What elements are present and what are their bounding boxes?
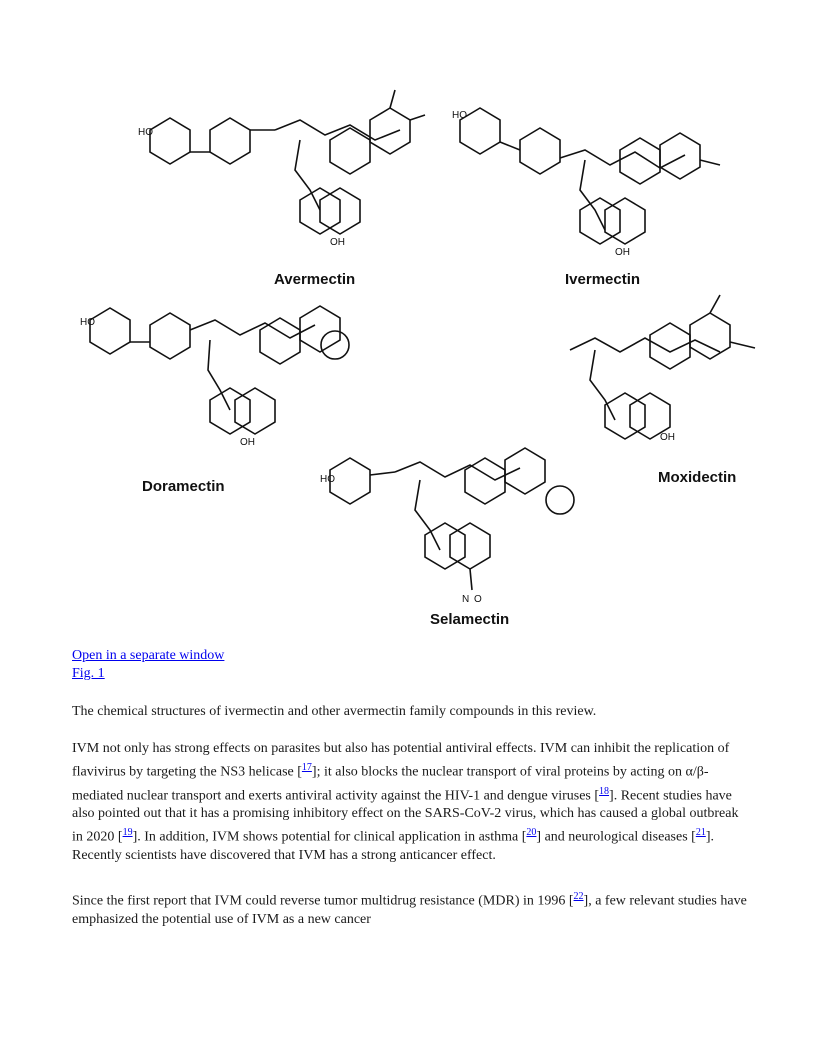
open-in-separate-window-link[interactable]: Open in a separate window bbox=[72, 648, 225, 663]
atom-label: HO bbox=[320, 474, 335, 485]
compound-label-avermectin: Avermectin bbox=[274, 271, 356, 288]
atom-label: HO bbox=[452, 110, 467, 121]
body-paragraph: Since the first report that IVM could reverse tumor multidrug resistance (MDR) in 1996 [$^{22}$], a few relevant studies have emphasized the potential use of IVM as a new cancer bbox=[72, 891, 747, 927]
atom-label: O bbox=[474, 594, 482, 605]
reference-link[interactable]: 20 bbox=[526, 827, 537, 839]
moxidectin-structure bbox=[570, 295, 755, 439]
avermectin-structure bbox=[150, 90, 425, 234]
structures-drawing bbox=[60, 80, 760, 640]
atom-label: OH bbox=[660, 432, 675, 443]
reference-link[interactable]: 21 bbox=[695, 827, 706, 839]
reference-link[interactable]: 17 bbox=[301, 762, 312, 773]
atom-label: OH bbox=[615, 247, 630, 258]
figure-links bbox=[72, 647, 224, 683]
reference-link[interactable]: 18 bbox=[599, 785, 610, 797]
selamectin-structure bbox=[330, 448, 574, 590]
compound-label-doramectin: Doramectin bbox=[142, 478, 225, 495]
figure-caption: The chemical structures of ivermectin and other avermectin family compounds in this review. bbox=[72, 704, 597, 719]
reference-link[interactable]: 19 bbox=[122, 827, 133, 839]
ivermectin-structure bbox=[460, 108, 720, 244]
reference-link[interactable]: 22 bbox=[573, 891, 584, 902]
atom-label: OH bbox=[240, 437, 255, 448]
atom-label: N bbox=[462, 594, 470, 605]
body-paragraph: IVM not only has strong effects on parasites but also has potential antiviral effects. IVM can inhibit the replication of flavivirus by targeting the NS3 helicase [$^{17}$]; it also blocks the nuclear transport of viral proteins by acting on α/β-mediated nuclear transport and exerts antiviral activity against the HIV-1 and dengue viruses [$^{18}$]. Recent studies have also pointed out that it has a promising inhibitory effect on the SARS-CoV-2 virus, which has caused a global outbreak in 2020 [$^{19}$]. In addition, IVM shows potential for clinical application in asthma [$^{20}$] and neurological diseases [$^{21}$]. Recently scientists have discovered that IVM has a strong anticancer effect. bbox=[72, 741, 739, 863]
atom-label: HO bbox=[80, 317, 95, 328]
compound-label-selamectin: Selamectin bbox=[430, 611, 510, 628]
compound-label-moxidectin: Moxidectin bbox=[658, 469, 737, 486]
chemical-structures-figure bbox=[60, 80, 760, 640]
atom-label: OH bbox=[330, 237, 345, 248]
figure-link[interactable]: Fig. 1 bbox=[72, 666, 105, 681]
doramectin-structure bbox=[90, 306, 349, 434]
atom-label: HO bbox=[138, 127, 153, 138]
compound-label-ivermectin: Ivermectin bbox=[565, 271, 641, 288]
